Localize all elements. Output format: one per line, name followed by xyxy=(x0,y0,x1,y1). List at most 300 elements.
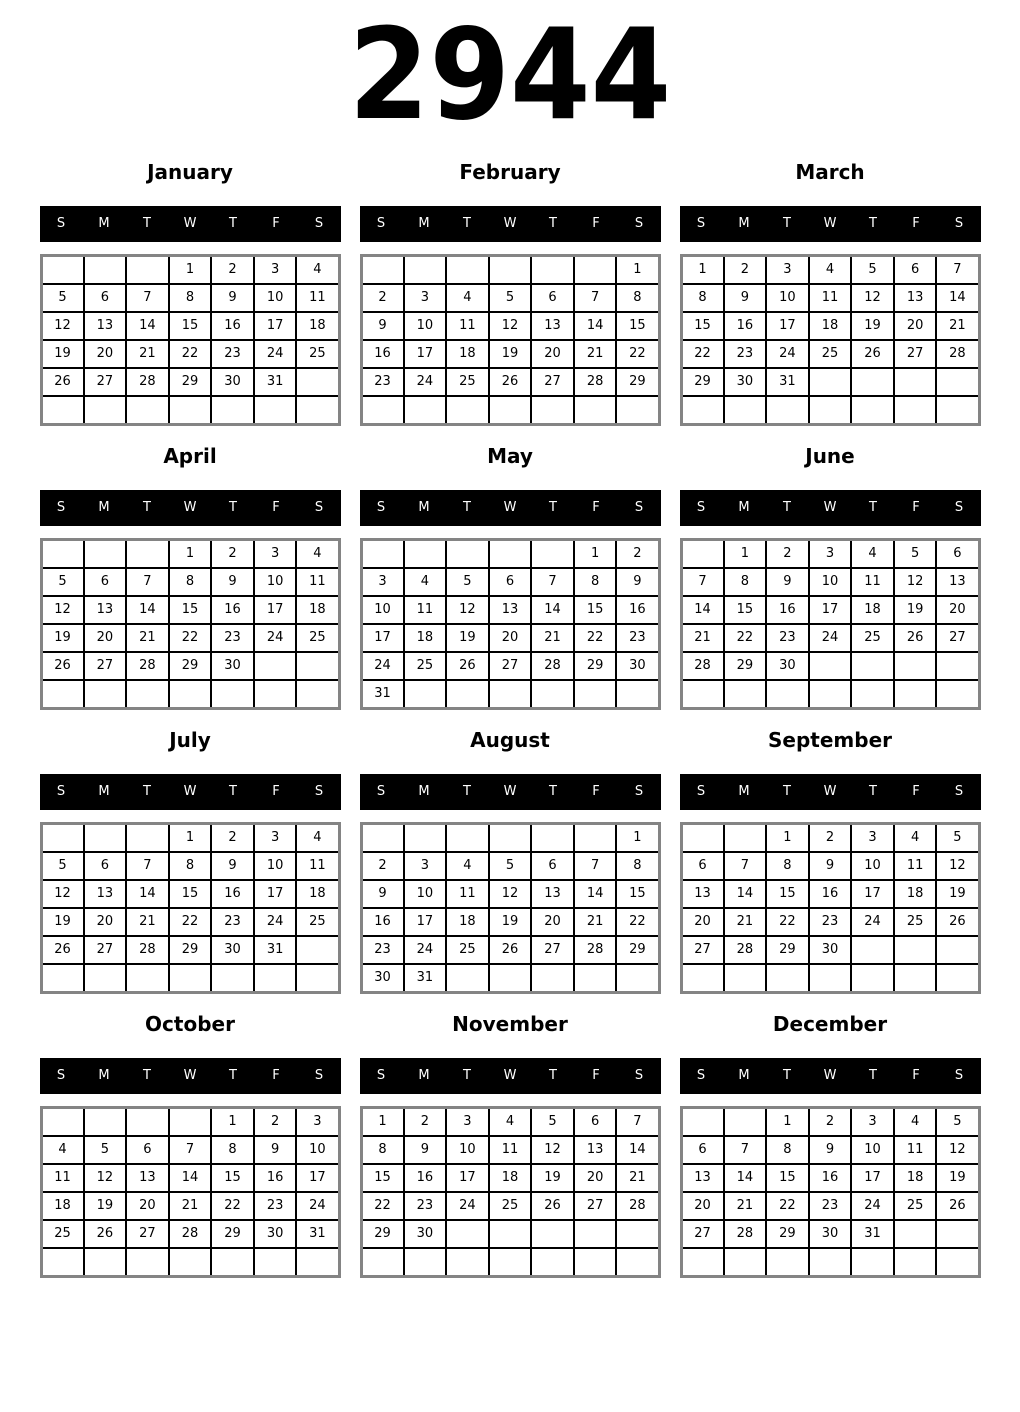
weekday-label-tuesday: T xyxy=(143,784,151,800)
day-cell xyxy=(809,652,852,680)
day-cell xyxy=(894,368,937,396)
day-cell: 15 xyxy=(169,596,212,624)
day-cell: 15 xyxy=(169,312,212,340)
weekday-label-saturday: S xyxy=(314,784,324,800)
weekday-label-friday: F xyxy=(592,216,600,232)
day-cell: 25 xyxy=(296,624,339,652)
day-cell: 19 xyxy=(531,1164,574,1192)
day-cell: 14 xyxy=(724,1164,767,1192)
weekday-label-tuesday: T xyxy=(783,1068,791,1084)
day-cell: 30 xyxy=(616,652,659,680)
day-cell xyxy=(254,964,297,993)
day-cell: 2 xyxy=(361,852,404,880)
month-block xyxy=(680,444,981,710)
week-row xyxy=(41,1192,339,1220)
day-cell: 4 xyxy=(446,284,489,312)
day-cell: 10 xyxy=(296,1136,339,1164)
weekday-label-wednesday: W xyxy=(823,500,837,516)
day-cell: 24 xyxy=(851,1192,894,1220)
day-cell xyxy=(446,680,489,709)
weekday-label-wednesday: W xyxy=(503,216,517,232)
day-cell: 30 xyxy=(211,368,254,396)
weekday-header-bar xyxy=(40,206,341,242)
month-title: May xyxy=(487,443,533,468)
month-title: April xyxy=(163,443,217,468)
week-row xyxy=(361,624,659,652)
week-row xyxy=(361,1107,659,1136)
day-cell: 19 xyxy=(936,1164,979,1192)
day-cell xyxy=(531,539,574,568)
day-cell: 19 xyxy=(489,340,532,368)
day-cell: 15 xyxy=(169,880,212,908)
day-cell: 1 xyxy=(681,255,724,284)
day-cell: 7 xyxy=(126,852,169,880)
weekday-label-sunday: S xyxy=(696,500,706,516)
week-row xyxy=(681,1248,979,1277)
day-cell: 29 xyxy=(766,1220,809,1248)
month-title: March xyxy=(795,159,865,184)
day-cell xyxy=(296,964,339,993)
day-cell xyxy=(574,255,617,284)
day-cell: 1 xyxy=(169,823,212,852)
day-cell xyxy=(766,1248,809,1277)
day-cell: 25 xyxy=(489,1192,532,1220)
day-cell: 8 xyxy=(211,1136,254,1164)
weekday-label-tuesday: T xyxy=(463,784,471,800)
month-block xyxy=(40,160,341,426)
day-cell xyxy=(126,539,169,568)
day-cell: 13 xyxy=(126,1164,169,1192)
day-cell: 5 xyxy=(489,852,532,880)
day-cell: 22 xyxy=(169,624,212,652)
month-title: October xyxy=(145,1011,235,1036)
day-cell: 24 xyxy=(254,340,297,368)
day-cell: 6 xyxy=(84,284,127,312)
weekday-label-tuesday: T xyxy=(463,216,471,232)
day-cell: 10 xyxy=(851,1136,894,1164)
day-cell xyxy=(681,1107,724,1136)
day-cell: 23 xyxy=(254,1192,297,1220)
week-row xyxy=(681,652,979,680)
day-cell: 5 xyxy=(446,568,489,596)
day-cell: 16 xyxy=(404,1164,447,1192)
day-cell: 27 xyxy=(84,652,127,680)
day-cell xyxy=(851,396,894,425)
day-cell: 9 xyxy=(809,852,852,880)
day-cell: 13 xyxy=(894,284,937,312)
weekday-label-wednesday: W xyxy=(823,1068,837,1084)
day-cell: 17 xyxy=(361,624,404,652)
day-cell: 6 xyxy=(84,568,127,596)
day-cell xyxy=(489,680,532,709)
week-row xyxy=(681,624,979,652)
day-cell: 30 xyxy=(404,1220,447,1248)
day-cell: 8 xyxy=(724,568,767,596)
day-cell: 27 xyxy=(531,936,574,964)
day-cell: 25 xyxy=(41,1220,84,1248)
day-cell: 28 xyxy=(574,936,617,964)
day-cell: 7 xyxy=(724,852,767,880)
weekday-label-thursday: T xyxy=(549,1068,557,1084)
day-cell: 4 xyxy=(894,823,937,852)
day-cell: 11 xyxy=(296,284,339,312)
week-row xyxy=(41,1220,339,1248)
weekday-label-tuesday: T xyxy=(463,1068,471,1084)
month-grid xyxy=(360,822,661,994)
day-cell xyxy=(574,1248,617,1277)
week-row xyxy=(41,964,339,993)
day-cell: 1 xyxy=(724,539,767,568)
month-block xyxy=(40,728,341,994)
day-cell: 19 xyxy=(936,880,979,908)
day-cell: 25 xyxy=(446,368,489,396)
day-cell: 22 xyxy=(169,340,212,368)
weekday-header-bar xyxy=(680,206,981,242)
day-cell: 13 xyxy=(84,312,127,340)
day-cell: 30 xyxy=(254,1220,297,1248)
weekday-label-sunday: S xyxy=(56,500,66,516)
day-cell xyxy=(724,1107,767,1136)
day-cell: 18 xyxy=(296,596,339,624)
day-cell xyxy=(211,1248,254,1277)
day-cell: 14 xyxy=(724,880,767,908)
day-cell: 2 xyxy=(616,539,659,568)
day-cell: 2 xyxy=(361,284,404,312)
day-cell: 22 xyxy=(616,908,659,936)
day-cell: 25 xyxy=(894,1192,937,1220)
day-cell: 11 xyxy=(894,852,937,880)
day-cell: 6 xyxy=(681,852,724,880)
month-title: December xyxy=(772,1011,888,1036)
day-cell: 11 xyxy=(489,1136,532,1164)
day-cell: 24 xyxy=(296,1192,339,1220)
month-grid-body xyxy=(681,1107,979,1276)
day-cell: 20 xyxy=(84,624,127,652)
day-cell: 12 xyxy=(489,312,532,340)
day-cell xyxy=(296,936,339,964)
day-cell xyxy=(446,539,489,568)
weekday-label-thursday: T xyxy=(229,216,237,232)
day-cell xyxy=(531,255,574,284)
day-cell xyxy=(574,964,617,993)
day-cell: 17 xyxy=(809,596,852,624)
day-cell: 1 xyxy=(361,1107,404,1136)
day-cell: 21 xyxy=(574,908,617,936)
weekday-label-thursday: T xyxy=(229,500,237,516)
weekday-label-monday: M xyxy=(418,216,430,232)
day-cell: 27 xyxy=(681,1220,724,1248)
day-cell: 17 xyxy=(851,1164,894,1192)
weekday-label-tuesday: T xyxy=(463,500,471,516)
day-cell: 3 xyxy=(254,539,297,568)
day-cell: 13 xyxy=(84,880,127,908)
day-cell: 25 xyxy=(404,652,447,680)
day-cell xyxy=(851,964,894,993)
week-row xyxy=(681,368,979,396)
day-cell: 30 xyxy=(211,936,254,964)
weekday-label-wednesday: W xyxy=(503,1068,517,1084)
day-cell: 19 xyxy=(41,908,84,936)
day-cell xyxy=(936,680,979,709)
month-title: February xyxy=(459,159,561,184)
day-cell: 26 xyxy=(936,908,979,936)
day-cell: 10 xyxy=(254,568,297,596)
day-cell: 7 xyxy=(574,284,617,312)
day-cell: 24 xyxy=(404,936,447,964)
month-title: September xyxy=(768,727,892,752)
day-cell: 8 xyxy=(169,852,212,880)
month-title: August xyxy=(470,727,550,752)
month-block xyxy=(40,444,341,710)
day-cell: 20 xyxy=(84,908,127,936)
day-cell: 21 xyxy=(126,624,169,652)
day-cell: 27 xyxy=(84,368,127,396)
day-cell: 17 xyxy=(254,596,297,624)
day-cell: 2 xyxy=(211,255,254,284)
day-cell xyxy=(296,1248,339,1277)
month-block xyxy=(360,444,661,710)
weekday-header-bar xyxy=(680,774,981,810)
weekday-label-sunday: S xyxy=(376,500,386,516)
weekday-label-saturday: S xyxy=(314,500,324,516)
day-cell: 14 xyxy=(574,312,617,340)
day-cell: 5 xyxy=(894,539,937,568)
day-cell: 7 xyxy=(681,568,724,596)
week-row xyxy=(361,880,659,908)
day-cell: 4 xyxy=(851,539,894,568)
day-cell: 14 xyxy=(616,1136,659,1164)
day-cell: 12 xyxy=(531,1136,574,1164)
day-cell: 16 xyxy=(211,596,254,624)
day-cell xyxy=(126,1107,169,1136)
day-cell: 2 xyxy=(254,1107,297,1136)
day-cell xyxy=(296,368,339,396)
day-cell: 21 xyxy=(936,312,979,340)
day-cell: 16 xyxy=(766,596,809,624)
week-row xyxy=(361,908,659,936)
day-cell: 24 xyxy=(254,908,297,936)
weekday-label-thursday: T xyxy=(869,1068,877,1084)
day-cell: 18 xyxy=(851,596,894,624)
day-cell xyxy=(809,680,852,709)
week-row xyxy=(41,880,339,908)
day-cell xyxy=(84,255,127,284)
weekday-label-sunday: S xyxy=(376,1068,386,1084)
day-cell: 20 xyxy=(894,312,937,340)
day-cell: 26 xyxy=(84,1220,127,1248)
month-grid xyxy=(40,538,341,710)
day-cell: 30 xyxy=(211,652,254,680)
weekday-label-saturday: S xyxy=(314,216,324,232)
day-cell: 9 xyxy=(361,312,404,340)
day-cell xyxy=(809,396,852,425)
day-cell: 17 xyxy=(254,880,297,908)
week-row xyxy=(361,823,659,852)
weekday-header-bar xyxy=(360,774,661,810)
day-cell xyxy=(41,539,84,568)
day-cell: 3 xyxy=(851,1107,894,1136)
weekday-label-monday: M xyxy=(98,216,110,232)
day-cell xyxy=(126,396,169,425)
day-cell: 10 xyxy=(851,852,894,880)
day-cell: 14 xyxy=(126,312,169,340)
year-title: 2944 xyxy=(348,1,672,148)
day-cell: 3 xyxy=(254,255,297,284)
day-cell: 11 xyxy=(446,312,489,340)
week-row xyxy=(361,340,659,368)
day-cell: 16 xyxy=(254,1164,297,1192)
month-grid xyxy=(40,1106,341,1278)
day-cell: 19 xyxy=(41,340,84,368)
day-cell: 15 xyxy=(681,312,724,340)
day-cell: 20 xyxy=(489,624,532,652)
day-cell xyxy=(446,1248,489,1277)
day-cell: 23 xyxy=(809,1192,852,1220)
day-cell: 27 xyxy=(574,1192,617,1220)
week-row xyxy=(41,1136,339,1164)
day-cell xyxy=(681,823,724,852)
day-cell: 12 xyxy=(446,596,489,624)
day-cell: 18 xyxy=(41,1192,84,1220)
week-row xyxy=(361,368,659,396)
day-cell xyxy=(936,652,979,680)
day-cell: 4 xyxy=(404,568,447,596)
day-cell: 28 xyxy=(531,652,574,680)
day-cell: 31 xyxy=(254,936,297,964)
month-block xyxy=(680,728,981,994)
week-row xyxy=(41,539,339,568)
weekday-label-tuesday: T xyxy=(783,500,791,516)
day-cell xyxy=(361,1248,404,1277)
day-cell: 3 xyxy=(851,823,894,852)
day-cell: 22 xyxy=(724,624,767,652)
day-cell: 6 xyxy=(126,1136,169,1164)
day-cell: 13 xyxy=(531,880,574,908)
day-cell: 1 xyxy=(574,539,617,568)
day-cell xyxy=(404,396,447,425)
day-cell xyxy=(211,680,254,709)
day-cell: 1 xyxy=(169,539,212,568)
weekday-label-monday: M xyxy=(418,1068,430,1084)
day-cell: 26 xyxy=(489,368,532,396)
weekday-label-wednesday: W xyxy=(183,500,197,516)
day-cell: 1 xyxy=(616,823,659,852)
day-cell: 21 xyxy=(126,908,169,936)
day-cell xyxy=(84,539,127,568)
day-cell: 23 xyxy=(404,1192,447,1220)
weekday-label-monday: M xyxy=(738,784,750,800)
day-cell xyxy=(296,652,339,680)
day-cell: 6 xyxy=(936,539,979,568)
weekday-label-wednesday: W xyxy=(503,500,517,516)
day-cell: 24 xyxy=(809,624,852,652)
day-cell: 18 xyxy=(404,624,447,652)
day-cell: 3 xyxy=(361,568,404,596)
day-cell: 8 xyxy=(616,284,659,312)
day-cell: 13 xyxy=(531,312,574,340)
day-cell: 9 xyxy=(361,880,404,908)
day-cell: 28 xyxy=(126,936,169,964)
day-cell: 11 xyxy=(41,1164,84,1192)
day-cell xyxy=(84,396,127,425)
month-block xyxy=(360,160,661,426)
day-cell: 19 xyxy=(851,312,894,340)
day-cell: 10 xyxy=(254,852,297,880)
day-cell xyxy=(894,680,937,709)
day-cell: 2 xyxy=(809,1107,852,1136)
day-cell: 31 xyxy=(766,368,809,396)
day-cell xyxy=(681,964,724,993)
day-cell: 2 xyxy=(809,823,852,852)
day-cell: 28 xyxy=(169,1220,212,1248)
week-row xyxy=(41,680,339,709)
day-cell: 16 xyxy=(616,596,659,624)
day-cell: 20 xyxy=(531,908,574,936)
weekday-label-thursday: T xyxy=(869,784,877,800)
week-row xyxy=(681,312,979,340)
month-grid-body xyxy=(681,539,979,708)
day-cell: 13 xyxy=(936,568,979,596)
day-cell xyxy=(724,823,767,852)
week-row xyxy=(361,284,659,312)
day-cell: 7 xyxy=(531,568,574,596)
day-cell: 19 xyxy=(84,1192,127,1220)
day-cell: 21 xyxy=(616,1164,659,1192)
day-cell: 28 xyxy=(724,1220,767,1248)
day-cell: 10 xyxy=(404,312,447,340)
day-cell xyxy=(126,964,169,993)
weekday-label-monday: M xyxy=(738,500,750,516)
day-cell: 25 xyxy=(446,936,489,964)
day-cell: 30 xyxy=(724,368,767,396)
day-cell: 21 xyxy=(681,624,724,652)
day-cell xyxy=(936,1220,979,1248)
day-cell xyxy=(361,823,404,852)
day-cell: 13 xyxy=(681,1164,724,1192)
week-row xyxy=(681,964,979,993)
weekday-label-sunday: S xyxy=(56,784,66,800)
day-cell xyxy=(894,964,937,993)
week-row xyxy=(361,255,659,284)
day-cell: 29 xyxy=(211,1220,254,1248)
day-cell xyxy=(41,964,84,993)
day-cell: 29 xyxy=(724,652,767,680)
day-cell: 10 xyxy=(254,284,297,312)
week-row xyxy=(41,1248,339,1277)
day-cell: 26 xyxy=(446,652,489,680)
day-cell: 21 xyxy=(574,340,617,368)
day-cell: 24 xyxy=(851,908,894,936)
day-cell: 8 xyxy=(766,1136,809,1164)
day-cell: 18 xyxy=(894,880,937,908)
day-cell: 24 xyxy=(404,368,447,396)
weekday-label-friday: F xyxy=(592,784,600,800)
day-cell xyxy=(809,1248,852,1277)
day-cell: 7 xyxy=(616,1107,659,1136)
day-cell: 27 xyxy=(531,368,574,396)
weekday-label-thursday: T xyxy=(549,216,557,232)
week-row xyxy=(361,568,659,596)
day-cell xyxy=(531,1248,574,1277)
day-cell: 23 xyxy=(724,340,767,368)
day-cell: 4 xyxy=(894,1107,937,1136)
day-cell: 18 xyxy=(446,908,489,936)
month-grid xyxy=(680,1106,981,1278)
weekday-label-thursday: T xyxy=(229,784,237,800)
day-cell: 16 xyxy=(211,312,254,340)
day-cell: 23 xyxy=(809,908,852,936)
day-cell xyxy=(126,680,169,709)
